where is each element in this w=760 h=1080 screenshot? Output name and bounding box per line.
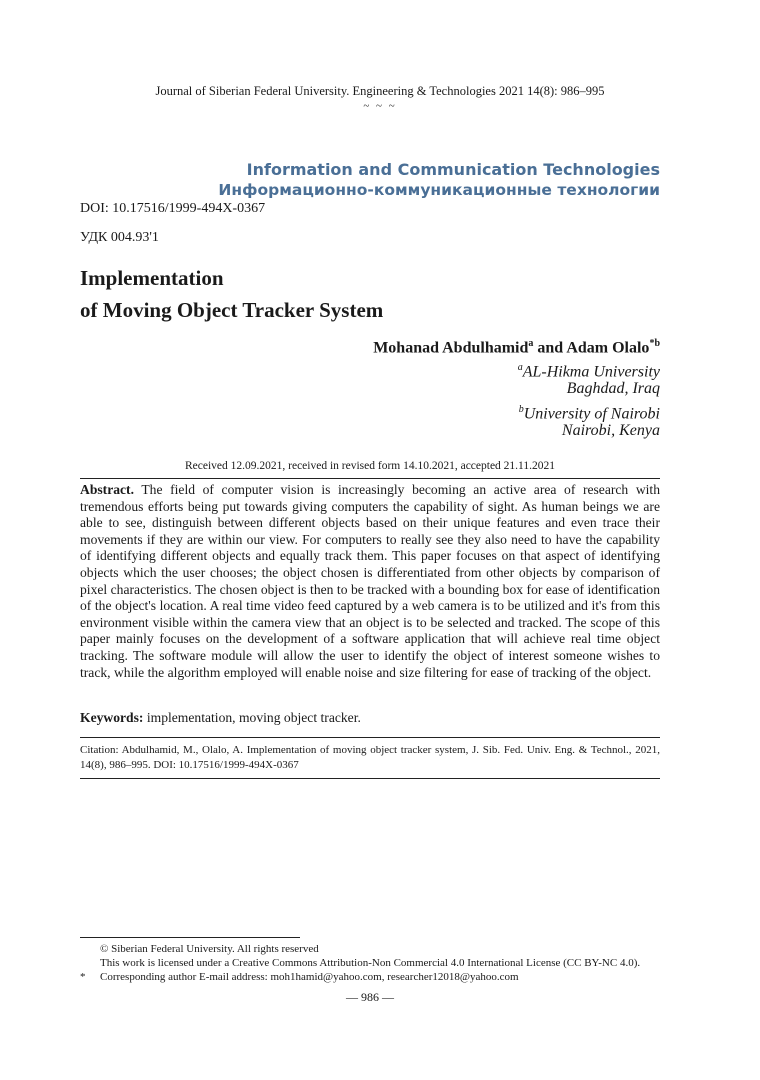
affiliation-a-city: Baghdad, Iraq: [566, 380, 660, 397]
page-number: — 986 —: [346, 990, 394, 1004]
author-2-sup: *b: [649, 338, 660, 349]
authors-conjunction: and: [533, 339, 567, 357]
footnote-star: *: [80, 971, 86, 983]
keywords-text: implementation, moving object tracker.: [146, 710, 361, 725]
authors: [373, 338, 660, 357]
section-title-en: Information and Communication Technologies: [246, 160, 660, 179]
paper-title: [80, 262, 383, 326]
abstract-text: The field of computer vision is increasingly becoming an active area of research with tremendous efforts being put towards giving computers the capability of sight. As human beings we are able to see, distinguish between different objects based on their unique features and even trace their movements if they are within our view. For computers to really see they also need to have the capability of identifying different objects and equally track them. This paper focuses on that aspect of identifying objects which the user chooses; the object chosen is differentiated from other objects by comparison of pixel characteristics. The chosen object is then to be tracked with a bounding box for ease of identification of the object's location. A real time video feed captured by a web camera is to be utilized and it's from this environment visible within the camera view that an object is to be selected and tracked. The scope of this paper mainly focuses on the development of a software application that will achieve real time object tracking. The software module will allow the user to identify the object of interest someone wishes to track, while the algorithm employed will enable noise and size filtering for ease of tracking of the object.: [80, 482, 661, 680]
author-1-sup: a: [528, 338, 534, 349]
received-dates: Received 12.09.2021, received in revised form 14.10.2021, accepted 21.11.2021: [184, 460, 556, 472]
affiliation-a-name-text: AL-Hikma University: [522, 363, 660, 381]
affiliation-a-sup: a: [517, 362, 523, 373]
section-title-ru: Информационно-коммуникационные технологии: [218, 181, 660, 199]
keywords: [80, 710, 660, 726]
journal-header: Journal of Siberian Federal University. Engineering & Technologies 2021 14(8): 986–995: [155, 84, 605, 98]
author-1: Mohanad Abdulhamid: [373, 339, 529, 357]
affiliation-b-city: Nairobi, Kenya: [561, 422, 660, 439]
citation-top-rule: [80, 737, 660, 738]
abstract: [80, 482, 660, 681]
title-line-1: Implementation: [80, 266, 224, 290]
footnote-corresponding-text: Corresponding author E-mail address: moh1hamid@yahoo.com, researcher12018@yahoo.com: [100, 971, 519, 983]
keywords-label: Keywords:: [80, 710, 144, 725]
affiliation-b-name-text: University of Nairobi: [523, 405, 660, 423]
udk: УДК 004.93'1: [80, 230, 159, 245]
footnote-license-text: This work is licensed under a Creative Commons Attribution-Non Commercial 4.0 International License (CC BY-NC 4.0).: [100, 957, 641, 969]
abstract-top-rule: [80, 478, 660, 479]
footnote-copyright-text: © Siberian Federal University. All rights reserved: [100, 943, 319, 955]
citation: Citation: Abdulhamid, M., Olalo, A. Implementation of moving object tracker system, J. Sib. Fed. Univ. Eng. & Technol., 2021, 14(8), 986–995. DOI: 10.17516/1999-494X-0367: [80, 744, 660, 771]
abstract-label: Abstract.: [80, 482, 134, 497]
author-2: Adam Olalo: [566, 339, 650, 357]
header-separator: ~ ~ ~: [363, 100, 397, 112]
doi: DOI: 10.17516/1999-494X-0367: [80, 201, 266, 216]
affiliation-b-sup: b: [518, 404, 524, 415]
footnote-rule: [80, 937, 300, 938]
citation-bottom-rule: [80, 778, 660, 779]
title-line-2: of Moving Object Tracker System: [80, 298, 384, 322]
